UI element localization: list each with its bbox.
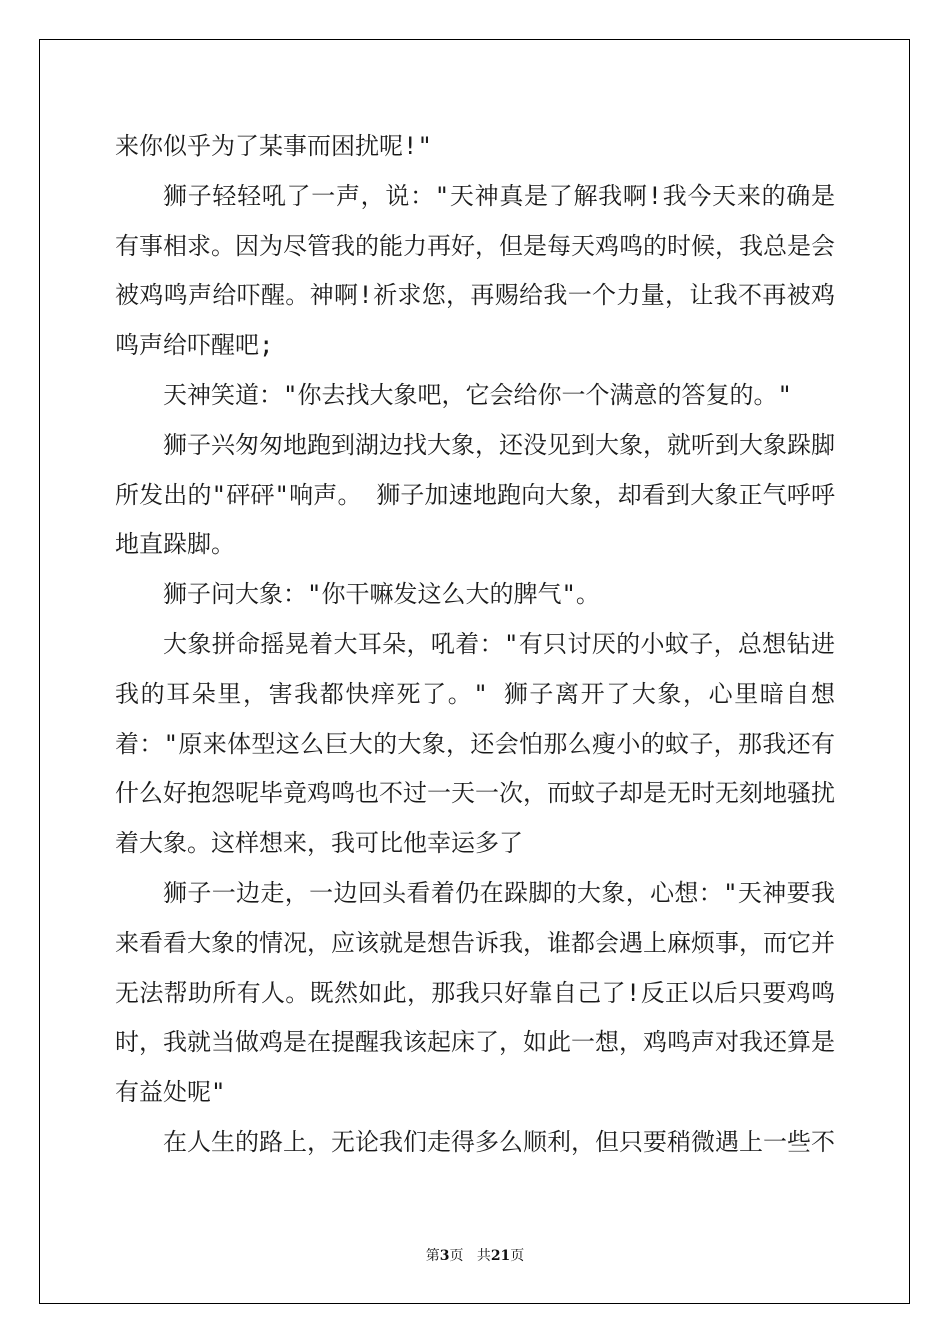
total-pages: 21 <box>490 1248 511 1264</box>
page-number: 3 <box>439 1248 450 1264</box>
page-footer <box>0 1245 950 1265</box>
paragraph: 狮子兴匆匆地跑到湖边找大象，还没见到大象，就听到大象跺脚所发出的"砰砰"响声。 狮子加速地跑向大象，却看到大象正气呼呼地直跺脚。 <box>115 430 835 559</box>
footer-total-suffix: 页 <box>510 1248 525 1264</box>
footer-prefix: 第 <box>425 1248 440 1264</box>
paragraph: 来你似乎为了某事而困扰呢!" <box>115 132 432 160</box>
paragraph: 狮子问大象："你干嘛发这么大的脾气"。 <box>163 580 600 609</box>
paragraph: 大象拼命摇晃着大耳朵，吼着："有只讨厌的小蚊子，总想钻进我的耳朵里，害我都快痒死了。" 狮子离开了大象，心里暗自想着："原来体型这么巨大的大象，还会怕那么瘦小的蚊子，那我还有什么好抱怨呢毕竟鸡鸣也不过一天一次，而蚊子却是无时无刻地骚扰着大象。这样想来，我可比他幸运多了 <box>115 629 835 858</box>
paragraph: 天神笑道："你去找大象吧，它会给你一个满意的答复的。" <box>163 380 792 409</box>
paragraph: 在人生的路上，无论我们走得多么顺利，但只要稍微遇上一些不 <box>163 1127 835 1156</box>
paragraph: 狮子轻轻吼了一声，说："天神真是了解我啊!我今天来的确是有事相求。因为尽管我的能力再好，但是每天鸡鸣的时候，我总是会被鸡鸣声给吓醒。神啊!祈求您，再赐给我一个力量，让我不再被鸡鸣声给吓醒吧; <box>115 181 835 360</box>
footer-total-prefix: 共 <box>476 1248 491 1264</box>
footer-page-suffix: 页 <box>449 1248 464 1264</box>
document-body <box>115 122 835 1168</box>
paragraph: 狮子一边走，一边回头看着仍在跺脚的大象，心想："天神要我来看看大象的情况，应该就是想告诉我，谁都会遇上麻烦事，而它并无法帮助所有人。既然如此，那我只好靠自己了!反正以后只要鸡鸣时，我就当做鸡是在提醒我该起床了，如此一想，鸡鸣声对我还算是有益处呢" <box>115 878 835 1107</box>
